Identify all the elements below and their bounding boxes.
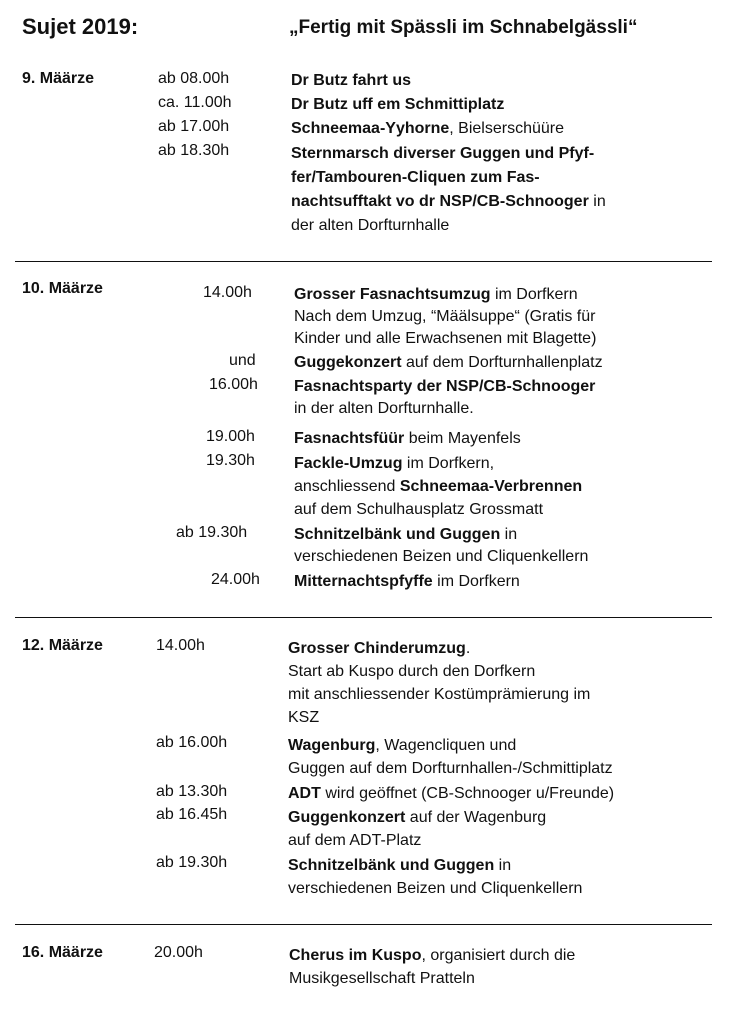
event-time: ab 08.00h xyxy=(158,70,230,87)
event-title: Fasnachtsparty der NSP/CB-Schnooger xyxy=(294,378,596,395)
event-title: nachtsufftakt vo dr NSP/CB-Schnooger xyxy=(291,193,589,210)
event-text: Musikgesellschaft Pratteln xyxy=(289,970,475,987)
event-time: 20.00h xyxy=(154,944,203,961)
event-time: ab 13.30h xyxy=(156,783,228,800)
event-title: Guggenkonzert xyxy=(288,809,406,826)
event-text: in xyxy=(588,193,606,210)
event-description xyxy=(294,571,520,592)
event-title: fer/Tambouren-Cliquen zum Fas- xyxy=(291,169,540,186)
day-date: 10. Määrze xyxy=(22,280,103,297)
event-description xyxy=(291,70,411,91)
event-description xyxy=(288,734,613,780)
event-text: KSZ xyxy=(288,709,320,726)
event-description xyxy=(289,944,575,990)
event-title: Fasnachtsfüür xyxy=(294,430,405,447)
event-text: auf dem Schulhausplatz Grossmatt xyxy=(294,501,544,518)
event-text: , organisiert durch die xyxy=(421,947,576,964)
event-title: Schnitzelbänk und Guggen xyxy=(288,857,495,874)
event-text: mit anschliessender Kostümprämierung im xyxy=(288,686,591,703)
event-title: Schneemaa-Yyhorne xyxy=(291,120,450,137)
event-title: Grosser Fasnachtsumzug xyxy=(294,286,491,303)
event-text: beim Mayenfels xyxy=(404,430,521,447)
event-text: . xyxy=(465,640,471,657)
event-time: 19.00h xyxy=(206,428,255,445)
event-time: ab 18.30h xyxy=(158,142,230,159)
event-title: Mitternachtspfyffe xyxy=(294,573,433,590)
event-text: , Bielserschüüre xyxy=(449,120,564,137)
event-time: 14.00h xyxy=(156,637,205,654)
event-time: 19.30h xyxy=(206,452,255,469)
event-text: auf dem ADT-Platz xyxy=(288,832,422,849)
event-text: auf der Wagenburg xyxy=(405,809,547,826)
event-description xyxy=(288,637,590,729)
event-text: auf dem Dorfturnhallenplatz xyxy=(401,354,603,371)
event-title: Grosser Chinderumzug xyxy=(288,640,466,657)
event-title: ADT xyxy=(288,785,321,802)
event-time: 14.00h xyxy=(203,284,252,301)
event-text: Nach dem Umzug, “Määlsuppe“ (Gratis für xyxy=(294,308,596,325)
event-time: ab 17.00h xyxy=(158,118,230,135)
event-text: verschiedenen Beizen und Cliquenkellern xyxy=(294,548,589,565)
day-date: 12. Määrze xyxy=(22,637,103,654)
event-time: ab 19.30h xyxy=(176,524,248,541)
event-title: Schneemaa-Verbrennen xyxy=(399,478,583,495)
event-time: ab 19.30h xyxy=(156,854,228,871)
event-text: wird geöffnet (CB-Schnooger u/Freunde) xyxy=(320,785,615,802)
event-text: Start ab Kuspo durch den Dorfkern xyxy=(288,663,536,680)
event-text: in der alten Dorfturnhalle. xyxy=(294,400,474,417)
event-text: der alten Dorfturnhalle xyxy=(291,217,450,234)
event-text: in xyxy=(494,857,512,874)
event-text: im Dorfkern xyxy=(490,286,578,303)
event-text: verschiedenen Beizen und Cliquenkellern xyxy=(288,880,583,897)
section-divider xyxy=(15,617,712,618)
event-description xyxy=(294,376,595,420)
event-text: in xyxy=(500,526,518,543)
event-description xyxy=(291,142,606,238)
event-description xyxy=(294,284,596,350)
event-time: ab 16.45h xyxy=(156,806,228,823)
event-text: im Dorfkern, xyxy=(402,455,495,472)
event-time: 24.00h xyxy=(211,571,260,588)
event-description xyxy=(294,524,588,568)
event-title: Dr Butz uff em Schmittiplatz xyxy=(291,96,505,113)
event-text: Kinder und alle Erwachsenen mit Blagette) xyxy=(294,330,597,347)
event-time: ca. 11.00h xyxy=(158,94,232,111)
event-title: Cherus im Kuspo xyxy=(289,947,422,964)
event-description xyxy=(288,806,546,852)
sujet-label: Sujet 2019: xyxy=(22,14,139,39)
event-title: Dr Butz fahrt us xyxy=(291,72,411,89)
event-time: und xyxy=(229,352,256,369)
event-title: Wagenburg xyxy=(288,737,376,754)
event-time: ab 16.00h xyxy=(156,734,228,751)
event-description xyxy=(294,452,582,521)
event-title: Fackle-Umzug xyxy=(294,455,403,472)
event-description xyxy=(294,428,521,449)
event-text: anschliessend xyxy=(294,478,400,495)
day-date: 9. Määrze xyxy=(22,70,95,87)
event-description xyxy=(291,94,504,115)
day-date: 16. Määrze xyxy=(22,944,103,961)
event-text: , Wagencliquen und xyxy=(375,737,517,754)
event-description xyxy=(288,783,614,804)
sujet-motto: „Fertig mit Spässli im Schnabelgässli“ xyxy=(289,17,638,38)
event-description xyxy=(291,118,564,139)
event-text: Guggen auf dem Dorfturnhallen-/Schmittiplatz xyxy=(288,760,613,777)
event-description xyxy=(294,352,603,373)
event-text: im Dorfkern xyxy=(432,573,520,590)
section-divider xyxy=(15,261,712,262)
section-divider xyxy=(15,924,712,925)
event-time: 16.00h xyxy=(209,376,258,393)
event-title: Schnitzelbänk und Guggen xyxy=(294,526,501,543)
event-title: Sternmarsch diverser Guggen und Pfyf- xyxy=(291,145,595,162)
event-title: Guggekonzert xyxy=(294,354,402,371)
event-description xyxy=(288,854,582,900)
